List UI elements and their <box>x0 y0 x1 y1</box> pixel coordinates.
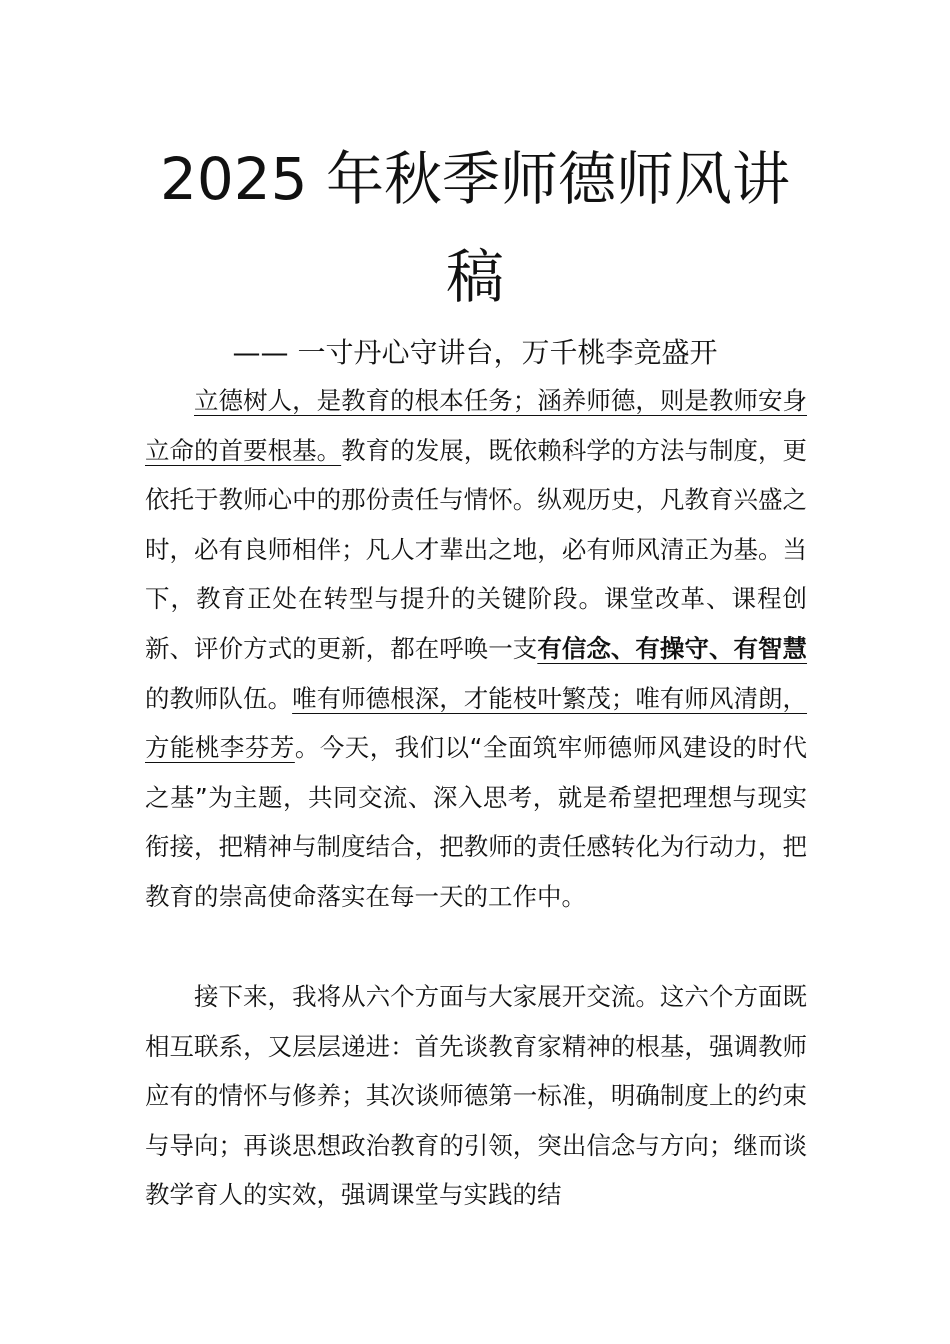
underlined-sentence-1: 立德树人，是教育的根本任务；涵养师德，则是教师安身立命的首要根基。 <box>145 386 807 465</box>
paragraph-indent <box>145 386 194 415</box>
underlined-sentence-2: 唯有师德根深，才能枝叶繁茂；唯有师风清朗，方能桃李芬芳 <box>145 683 808 763</box>
paragraph-1 <box>145 376 807 922</box>
paragraph-1-text-a: 教育的发展，既依赖科学的方法与制度，更依托于教师心中的那份责任与情怀。纵观历史，凡教育兴盛之时，必有良师相伴；凡人才辈出之地，必有师风清正为基。当下，教育正处在转型与提升的关键阶段。课堂改革、课程创新、评价方式的更新，都在呼唤一支 <box>145 435 808 663</box>
bold-underlined-phrase: 有信念、有操守、有智慧 <box>537 633 808 663</box>
paragraph-2-text: 接下来，我将从六个方面与大家展开交流。这六个方面既相互联系，又层层递进：首先谈教育家精神的根基，强调教师应有的情怀与修养；其次谈师德第一标准，明确制度上的约束与导向；再谈思想政治教育的引领，突出信念与方向；继而谈教学育人的实效，强调课堂与实践的结 <box>145 982 807 1210</box>
document-subtitle: —— 一寸丹心守讲台，万千桃李竞盛开 <box>232 336 718 369</box>
paragraph-1-text-b: 的教师队伍。 <box>145 683 293 713</box>
paragraph-indent <box>145 982 194 1011</box>
paragraph-2 <box>145 972 807 1220</box>
paragraph-1-text-c: 。今天，我们以“全面筑牢师德师风建设的时代之基”为主题，共同交流、深入思考，就是希望把理想与现实衔接，把精神与制度结合，把教师的责任感转化为行动力，把教育的崇高使命落实在每一天的工作中。 <box>145 733 807 911</box>
document-title-line-2: 稿 <box>445 243 504 311</box>
document-title-line-1: 2025 年秋季师德师风讲 <box>159 145 791 213</box>
